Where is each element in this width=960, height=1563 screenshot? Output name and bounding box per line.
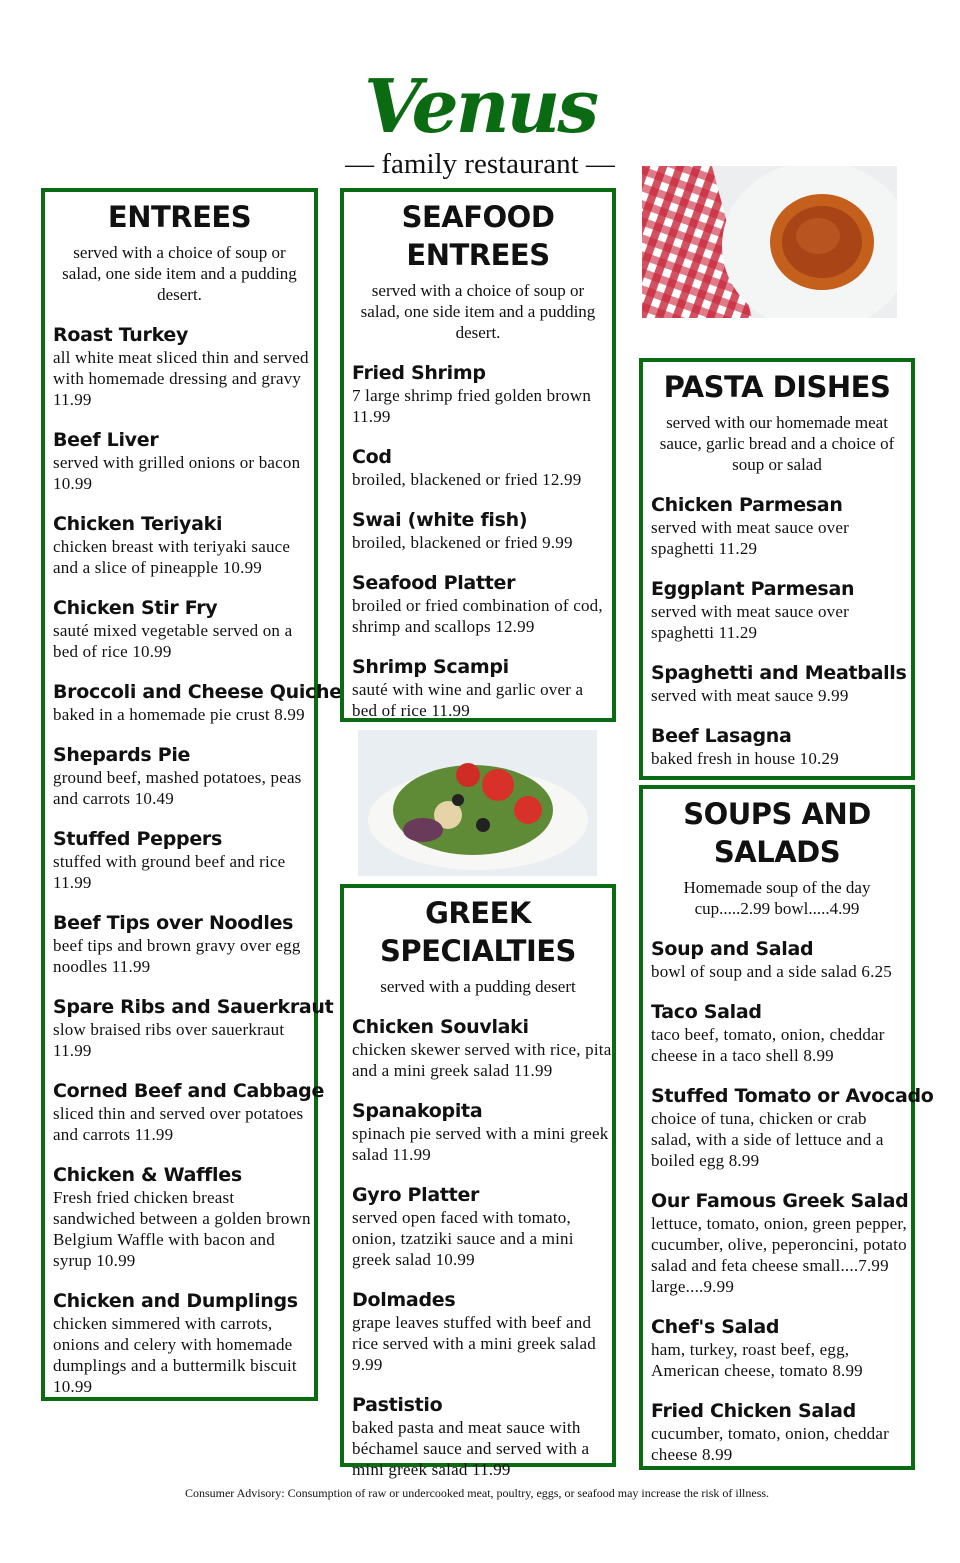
- menu-item: [352, 1393, 612, 1480]
- menu-item-description: Fresh fried chicken breast sandwiched between a golden brown Belgium Waffle with bacon and syrup 10.99: [53, 1188, 311, 1270]
- spaghetti-photo: [642, 166, 897, 318]
- menu-item-name: Chef's Salad: [651, 1316, 780, 1338]
- menu-item: [651, 493, 911, 559]
- restaurant-logo: Venus: [364, 64, 596, 150]
- menu-item-name: Beef Tips over Noodles: [53, 912, 294, 934]
- section-subtitle: served with a choice of soup or salad, one side item and a pudding desert.: [62, 243, 297, 304]
- menu-item: [53, 995, 334, 1061]
- menu-item-name: Chicken Stir Fry: [53, 597, 218, 619]
- menu-item-name: Our Famous Greek Salad: [651, 1190, 909, 1212]
- menu-item-description: ham, turkey, roast beef, egg, American cheese, tomato 8.99: [651, 1340, 863, 1380]
- menu-item: [651, 724, 911, 769]
- section-title: ENTREES: [107, 200, 252, 234]
- menu-item: [53, 323, 314, 410]
- menu-item: [53, 680, 342, 725]
- menu-item: [53, 911, 314, 977]
- menu-item-description: stuffed with ground beef and rice 11.99: [53, 852, 286, 892]
- menu-item-name: Eggplant Parmesan: [651, 578, 855, 600]
- menu-item-description: baked fresh in house 10.29: [651, 749, 839, 768]
- menu-item-description: 7 large shrimp fried golden brown 11.99: [352, 386, 592, 426]
- menu-item: [651, 1000, 911, 1066]
- menu-item-name: Spanakopita: [352, 1100, 483, 1122]
- menu-item-description: slow braised ribs over sauerkraut 11.99: [53, 1020, 285, 1060]
- menu-item-description: served with meat sauce over spaghetti 11.29: [651, 518, 849, 558]
- section-seafood: [340, 188, 616, 722]
- consumer-advisory: Consumer Advisory: Consumption of raw or undercooked meat, poultry, eggs, or seafood may increase the risk of illness.: [184, 1486, 770, 1500]
- menu-item: [53, 596, 314, 662]
- menu-item-name: Soup and Salad: [651, 938, 814, 960]
- menu-item-name: Spare Ribs and Sauerkraut: [53, 996, 334, 1018]
- menu-item: [53, 1163, 314, 1271]
- section-greek: [340, 884, 616, 1479]
- menu-item-name: Chicken Souvlaki: [352, 1016, 529, 1038]
- menu-item-name: Chicken & Waffles: [53, 1164, 242, 1186]
- section-title: PASTA DISHES: [663, 370, 891, 404]
- menu-item-description: served open faced with tomato, onion, tzatziki sauce and a mini greek salad 10.99: [352, 1208, 574, 1269]
- menu-item-description: cucumber, tomato, onion, cheddar cheese 8.99: [651, 1424, 889, 1464]
- menu-item-name: Swai (white fish): [352, 509, 528, 531]
- menu-item-name: Spaghetti and Meatballs: [651, 662, 907, 684]
- menu-item-name: Corned Beef and Cabbage: [53, 1080, 325, 1102]
- menu-item-name: Stuffed Peppers: [53, 828, 223, 850]
- menu-item-description: baked pasta and meat sauce with béchamel sauce and served with a mini greek salad 11.99: [352, 1418, 590, 1479]
- menu-item: [53, 428, 314, 494]
- menu-item-name: Roast Turkey: [53, 324, 189, 346]
- section-subtitle: served with our homemade meat sauce, garlic bread and a choice of soup or salad: [659, 413, 895, 474]
- section-subtitle: Homemade soup of the day cup.....2.99 bowl.....4.99: [683, 878, 871, 918]
- menu-item: [352, 571, 612, 637]
- menu-item: [352, 1183, 612, 1270]
- menu-item: [651, 937, 911, 982]
- menu-item: [651, 1189, 911, 1297]
- menu-item: [352, 445, 612, 490]
- menu-item-name: Seafood Platter: [352, 572, 516, 594]
- section-title: SEAFOOD ENTREES: [401, 200, 555, 272]
- menu-item: [651, 1084, 934, 1171]
- menu-item: [352, 361, 612, 427]
- menu-item-description: lettuce, tomato, onion, green pepper, cucumber, olive, peperoncini, potato salad and feta cheese small....7.99 large....9.99: [651, 1214, 907, 1296]
- menu-item-description: sauté mixed vegetable served on a bed of rice 10.99: [53, 621, 293, 661]
- menu-item: [651, 1399, 911, 1465]
- menu-item-name: Chicken Teriyaki: [53, 513, 223, 535]
- section-pasta: [639, 358, 915, 780]
- menu-item-description: sauté with wine and garlic over a bed of rice 11.99: [352, 680, 584, 720]
- menu-item-name: Dolmades: [352, 1289, 456, 1311]
- menu-item: [53, 1079, 325, 1145]
- menu-item: [53, 743, 314, 809]
- menu-item: [651, 577, 911, 643]
- menu-item-description: broiled, blackened or fried 12.99: [352, 470, 582, 489]
- menu-item-description: ground beef, mashed potatoes, peas and carrots 10.49: [53, 768, 302, 808]
- menu-item-description: chicken skewer served with rice, pita and a mini greek salad 11.99: [352, 1040, 612, 1080]
- menu-item-name: Taco Salad: [651, 1001, 762, 1023]
- menu-item-description: chicken breast with teriyaki sauce and a slice of pineapple 10.99: [53, 537, 291, 577]
- menu-item-description: served with meat sauce 9.99: [651, 686, 849, 705]
- section-subtitle: served with a choice of soup or salad, one side item and a pudding desert.: [360, 281, 596, 342]
- menu-item-description: grape leaves stuffed with beef and rice served with a mini greek salad 9.99: [352, 1313, 596, 1374]
- menu-item-description: sliced thin and served over potatoes and carrots 11.99: [53, 1104, 304, 1144]
- menu-item-description: baked in a homemade pie crust 8.99: [53, 705, 305, 724]
- menu-item-description: served with grilled onions or bacon 10.99: [53, 453, 301, 493]
- menu-item-name: Fried Shrimp: [352, 362, 486, 384]
- menu-item: [352, 655, 612, 721]
- menu-item-description: choice of tuna, chicken or crab salad, with a side of lettuce and a boiled egg 8.99: [651, 1109, 884, 1170]
- menu-item-name: Broccoli and Cheese Quiche: [53, 681, 342, 703]
- section-subtitle: served with a pudding desert: [380, 977, 576, 996]
- menu-item-name: Chicken Parmesan: [651, 494, 843, 516]
- menu-item-description: beef tips and brown gravy over egg noodles 11.99: [53, 936, 301, 976]
- menu-item-name: Pastistio: [352, 1394, 443, 1416]
- menu-item: [53, 1289, 314, 1397]
- menu-item-description: spinach pie served with a mini greek salad 11.99: [352, 1124, 609, 1164]
- menu-item-name: Cod: [352, 446, 392, 468]
- menu-item: [53, 827, 314, 893]
- tagline: — family restaurant —: [345, 148, 615, 180]
- menu-item-description: served with meat sauce over spaghetti 11.29: [651, 602, 849, 642]
- menu-item-description: bowl of soup and a side salad 6.25: [651, 962, 892, 981]
- menu-item: [651, 1315, 911, 1381]
- menu-item-description: all white meat sliced thin and served with homemade dressing and gravy 11.99: [53, 348, 309, 409]
- menu-item: [352, 508, 612, 553]
- menu-item-description: chicken simmered with carrots, onions and celery with homemade dumplings and a buttermilk biscuit 10.99: [53, 1314, 297, 1396]
- menu-item-name: Shrimp Scampi: [352, 656, 509, 678]
- menu-item-name: Beef Liver: [53, 429, 159, 451]
- section-soups: [639, 785, 934, 1470]
- menu-item-name: Gyro Platter: [352, 1184, 480, 1206]
- menu-item: [53, 512, 314, 578]
- menu-item-name: Shepards Pie: [53, 744, 191, 766]
- menu-item-description: broiled or fried combination of cod, shrimp and scallops 12.99: [352, 596, 603, 636]
- menu-item: [352, 1015, 612, 1081]
- menu-item-description: taco beef, tomato, onion, cheddar cheese in a taco shell 8.99: [651, 1025, 885, 1065]
- menu-item-name: Stuffed Tomato or Avocado: [651, 1085, 934, 1107]
- menu-item-description: broiled, blackened or fried 9.99: [352, 533, 573, 552]
- menu-item: [352, 1099, 612, 1165]
- greek-salad-photo: [358, 730, 597, 876]
- menu-item-name: Beef Lasagna: [651, 725, 792, 747]
- menu-item: [352, 1288, 612, 1375]
- section-title: GREEK SPECIALTIES: [380, 896, 576, 968]
- section-title: SOUPS AND SALADS: [683, 797, 871, 869]
- menu-item: [651, 661, 911, 706]
- menu-item-name: Chicken and Dumplings: [53, 1290, 298, 1312]
- menu-item-name: Fried Chicken Salad: [651, 1400, 856, 1422]
- section-entrees: [41, 188, 342, 1401]
